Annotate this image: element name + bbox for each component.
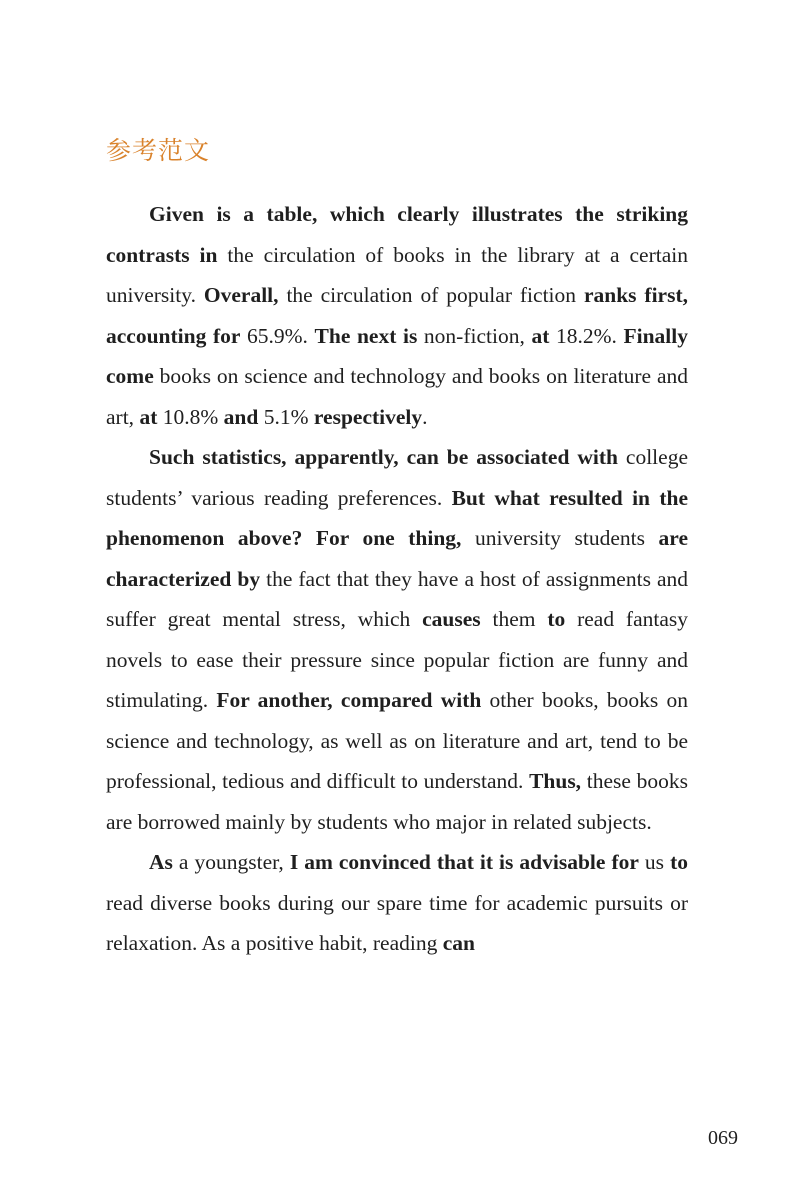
text-run: us xyxy=(638,850,671,874)
text-run: them xyxy=(480,607,548,631)
emphasis-phrase: respectively xyxy=(313,404,423,429)
text-run: books on science and technology and books on literature and art, xyxy=(106,364,688,429)
text-run: 10.8% xyxy=(157,404,224,429)
text-run: these books are borrowed mainly by students who major in related subjects. xyxy=(106,769,688,834)
text-run: 65.9%. xyxy=(240,323,315,348)
essay-body xyxy=(106,194,688,964)
emphasis-phrase: Thus, xyxy=(529,769,582,793)
essay-paragraph-2 xyxy=(106,437,688,842)
page-number: 069 xyxy=(708,1127,738,1149)
emphasis-phrase: Overall, xyxy=(203,283,279,307)
emphasis-phrase: As xyxy=(149,850,173,874)
text-run: college students’ various reading preferences. xyxy=(106,445,688,510)
emphasis-phrase: The next is xyxy=(314,323,418,348)
text-run: the fact that they have a host of assignments and suffer great mental stress, which xyxy=(106,566,688,631)
essay-paragraph-1 xyxy=(106,194,688,437)
emphasis-phrase: ranks first, accounting for xyxy=(106,283,689,348)
text-run: the circulation of books in the library at a certain university. xyxy=(106,242,688,307)
emphasis-phrase: to xyxy=(547,607,566,631)
emphasis-phrase: I am convinced that it is advisable for xyxy=(289,850,639,874)
emphasis-phrase: But what resulted in the phenomenon above? For one thing, xyxy=(106,485,688,550)
emphasis-phrase: can xyxy=(442,931,475,955)
emphasis-phrase: at xyxy=(531,323,550,348)
emphasis-phrase: Finally come xyxy=(106,323,688,388)
emphasis-phrase: For another, compared with xyxy=(216,688,482,712)
text-run: university students xyxy=(461,526,659,550)
section-heading: 参考范文 xyxy=(106,136,211,165)
emphasis-phrase: are characterized by xyxy=(106,526,688,591)
emphasis-phrase: at xyxy=(139,404,158,429)
text-run: read diverse books during our spare time for academic pursuits or relaxation. As a positive habit, reading xyxy=(106,890,688,955)
emphasis-phrase: to xyxy=(670,850,688,874)
text-run: other books, books on science and technology, as well as on literature and art, tend to be professional, tedious and difficult to understand. xyxy=(106,688,688,793)
text-run: 5.1% xyxy=(258,404,314,429)
emphasis-phrase: Such statistics, apparently, can be associated with xyxy=(149,445,618,469)
essay-paragraph-3 xyxy=(106,842,688,964)
emphasis-phrase: and xyxy=(223,404,259,429)
text-run: read fantasy novels to ease their pressure since popular fiction are funny and stimulating. xyxy=(106,607,688,712)
text-run: non-fiction, xyxy=(417,323,532,348)
text-run: . xyxy=(422,404,428,429)
emphasis-phrase: Given is a table, which clearly illustrates the striking contrasts in xyxy=(106,202,688,267)
text-run: a youngster, xyxy=(172,850,290,874)
text-run: 18.2%. xyxy=(549,323,624,348)
text-run: the circulation of popular fiction xyxy=(278,283,584,307)
emphasis-phrase: causes xyxy=(422,607,481,631)
